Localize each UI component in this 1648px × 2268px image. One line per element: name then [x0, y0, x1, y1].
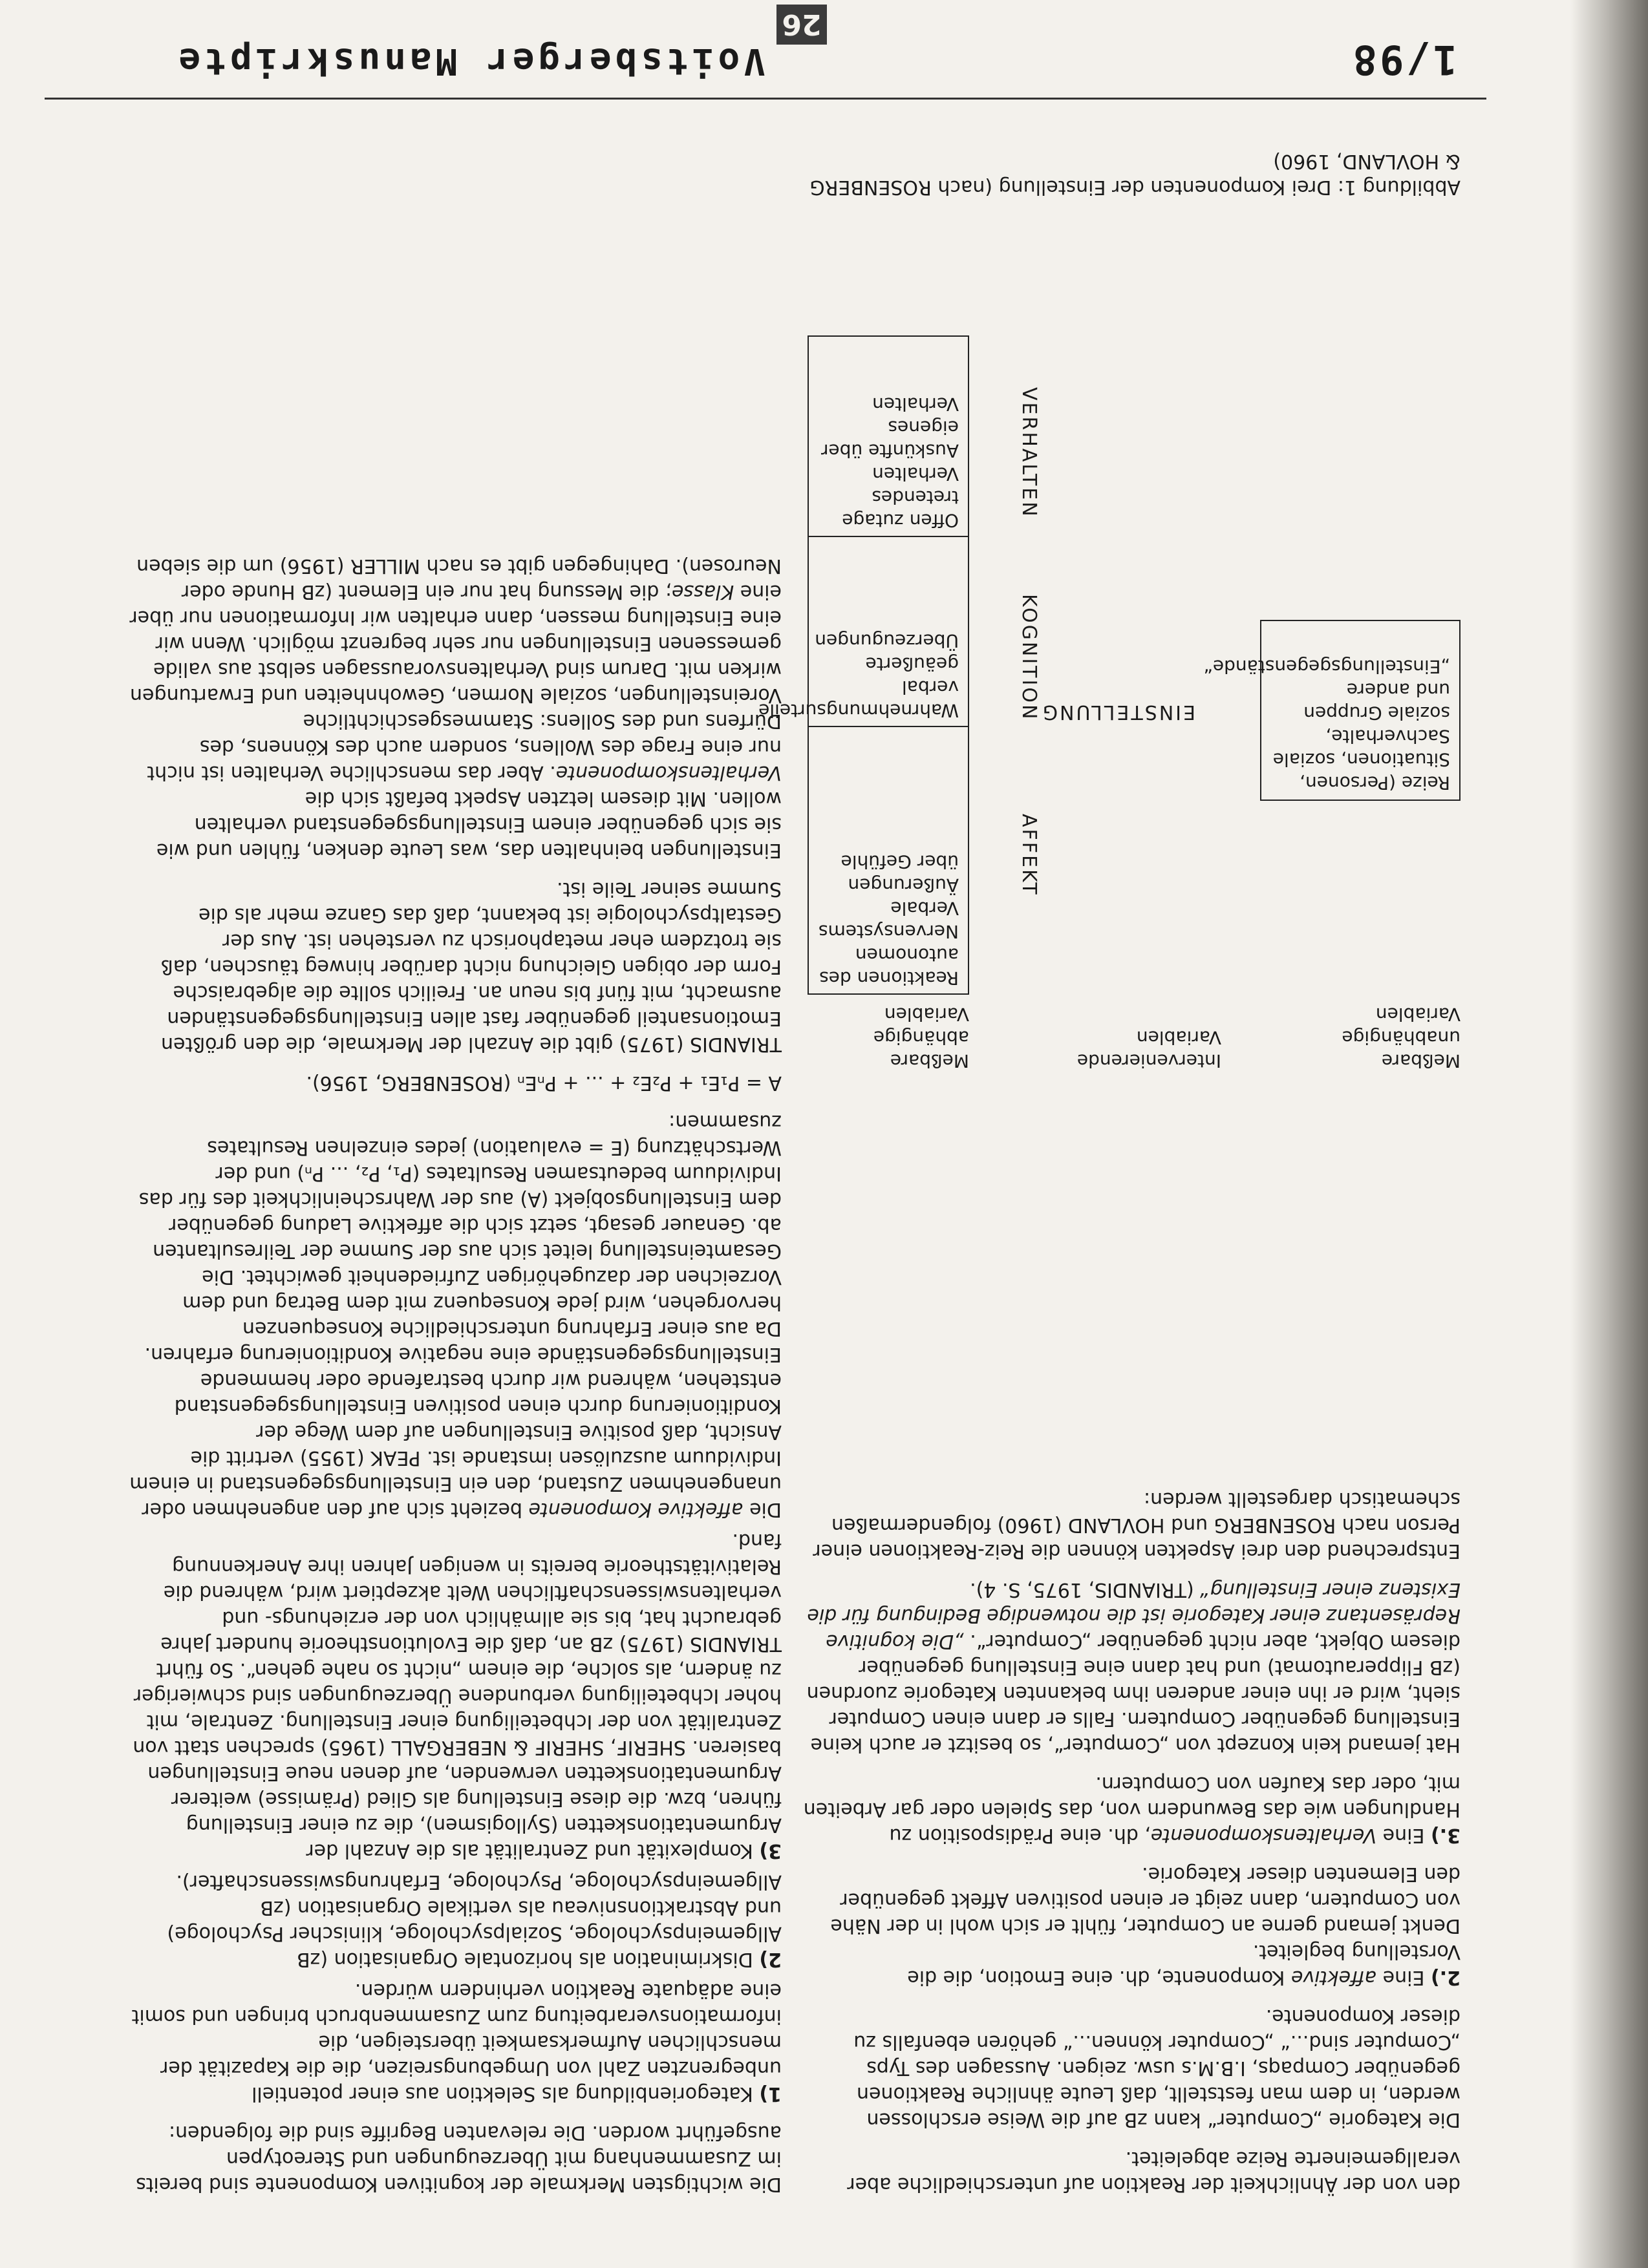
affekt-response: Reaktionen des autonomen Nervensystems Verbale Äußerungen über Gefühle [809, 726, 968, 993]
right-column [129, 540, 782, 2197]
intro-paragraph: Die wichtigsten Merkmale der kognitiven Komponente sind bereits im Zusammenhang mit Überzeugungen und Stereotypen ausgeführt worden. Die relevanten Begriffe sind die folgenden: [136, 2121, 782, 2196]
issue-number: 1/98 [1350, 36, 1457, 83]
stimulus-box: Reize (Personen, Situationen, soziale Sachverhalte, soziale Gruppen und andere „Einstellungsgegenstände“ [1260, 620, 1461, 801]
text-paragraph: den von der Ähnlichkeit der Reaktion auf unterschiedliche aber verallgemeinerte Reize abgeleitet. [847, 2147, 1461, 2196]
column-header: Meßbare abhängige Variablen [873, 1004, 969, 1072]
header-rule [45, 98, 1486, 100]
journal-title: Voitsberger Manuskripte [175, 40, 765, 82]
triandis-paragraph: TRIANDIS (1975) gibt die Anzahl der Merkmale, die den größten Emotionsanteil gegenüber fast allen Einstellungsgegenständen ausmacht, mit fünf bis neun an. Freilich sollte die algebraische Form der obigen Gleichung nicht darüber hinweg täuschen, daß sie trotzdem eher metaphorisch zu verstehen ist. Aus der Gestaltpsychologie ist bekannt, daß das Ganze mehr als die Summe seiner Teile ist. [160, 878, 782, 1055]
affect-item: 2.) Eine affektive Komponente, dh. eine Emotion, die die Vorstellung begleitet. Denkt jemand gerne an Computer, fühlt er sich wohl in der Nähe von Computern, dann zeigt er einen positiven Affekt gegenüber den Elementen dieser Kategorie. [830, 1863, 1461, 1989]
behavior-paragraph: Einstellungen beinhalten das, was Leute denken, fühlen und wie sie sich gegenüber einem Einstellungsgegenstand verhalten wollen. Mit diesem letzten Aspekt befaßt sich die Verhaltenskomponente. Aber das menschliche Verhalten ist nicht nur eine Frage des Wollens, sondern auch des Könnens, des Dürfens und des Sollens: Stammesgeschichtliche Voreinstellungen, soziale Normen, Gewohnheiten und Erwartungen wirken mit. Darum sind Verhaltensvoraussagen selbst aus valide gemessenen Einstellungen nur sehr begrenzt möglich. Wenn wir eine Einstellung messen, dann erhalten wir Informationen nur über eine Klasse; die Messung hat nur ein Element (zB Hunde oder Neurosen). Dahingegen gibt es nach MILLER (1956) um die sieben [129, 555, 782, 862]
text-paragraph: Die Kategorie „Computer“ kann zB auf die Weise erschlossen werden, in dem man feststellt, daß Leute ähnliche Reaktionen gegenüber Compaqs, I.B.M.s usw. zeigen. Aussagen des Typs „Computer sind...“ „Computer können...“ gehören ebenfalls zu dieser Komponente. [853, 2005, 1461, 2131]
affekt-label: AFFEKT [1018, 814, 1040, 896]
verhalten-label: VERHALTEN [1018, 387, 1040, 518]
einstellung-diagram [758, 232, 1461, 1072]
einstellung-label: EINSTELLUNG [1040, 701, 1195, 723]
verhalten-response: Offen zutage tretendes Verhalten Auskünfte über eigenes Verhalten [820, 394, 959, 531]
schema-paragraph: Entsprechend den drei Aspekten können die Reiz-Reaktionen einer Person nach ROSENBERG und HOVLAND (1960) folgendermaßen schematisch dargestellt werden: [813, 1488, 1461, 1562]
formula: A = P₁E₁ + P₂E₂ + ... + PₙEₙ (ROSENBERG, 1956). [306, 1072, 782, 1094]
cognitive-list [129, 1527, 782, 2106]
concept-paragraph: Hat jemand kein Konzept von „Computer“, so besitzt er auch keine Einstellung gegenüber Computern. Falls er dann einen Computer sieht, wird er ihn einer anderen ihm bekannten Kategorie zuordnen (zB Flipperautomat) und hat dann eine Einstellung gegenüber diesem Objekt, aber nicht gegenüber „Computer“. „Die kognitive Repräsentanz einer Kategorie ist die notwendige Bedingung für die Existenz einer Einstellung“ (TRIANDIS, 1975, S. 4). [806, 1578, 1461, 1756]
affect-paragraph: Die affektive Komponente bezieht sich auf den angenehmen oder unangenehmen Zustand, den ein Einstellungsgegenstand in einem Individuum auszulösen imstande ist. PEAK (1955) vertritt die Ansicht, daß positive Einstellungen auf dem Wege der Konditionierung durch einen positiven Einstellungsgegenstand entstehen, während wir durch bestrafende oder hemmende Einstellungsgegenstände eine negative Konditionierung erfahren. Da aus einer Erfahrung unterschiedliche Konsequenzen hervorgehen, wird jede Konsequenz mit dem Betrag und dem Vorzeichen der dazugehörigen Zufriedenheit gewichtet. Die Gesamteinstellung leitet sich aus der Summe der Teilresultanten ab. Genauer gesagt, setzt sich die affektive Ladung gegenüber dem Einstellungsobjekt (A) aus der Wahrscheinlichkeit des für das Individuum bedeutsamen Resultates (P₁, P₂, ... Pₙ) und der Wertschätzung (E = evaluation) jedes einzelnen Resultates zusammen: [129, 1110, 782, 1521]
behavior-item: 3.) Eine Verhaltenskomponente, dh. eine Prädisposition zu Handlungen wie das Bewundern von, das Spielen oder gar Arbeiten mit, oder das Kaufen von Computern. [803, 1772, 1461, 1847]
figure-caption: Abbildung 1: Drei Komponenten der Einstellung (nach ROSENBERG & HOVLAND, 1960) [809, 150, 1461, 198]
list-item: 2) Diskrimination als horizontale Organisation (zB Allgemeinpsychologe, Sozialpsychologe, klinischer Psychologe) und Abstraktionsniveau als vertikale Organisation (zB Allgemeinpsychologe, Psychologe, Erfahrungswissenschafter). [167, 1871, 782, 1971]
column-header: Intervenierende Variablen [1076, 1027, 1221, 1072]
left-column-top [801, 1473, 1461, 2197]
list-item: 1) Kategorienbildung als Selektion aus einer potentiell unbegrenzten Zahl von Umgebungsreizen, die die Kapazität der menschlichen Aufmerksamkeit übersteigen, die informationsverarbeitung zum Zusammenbruch bringen und somit eine adäquate Reaktion verhindern würden. [131, 1979, 782, 2105]
column-header: Meßbare unabhängige Variablen [1342, 1004, 1461, 1072]
kognition-response: Wahrnehmungsurteile verbal geäußerte Überzeugungen [809, 536, 968, 726]
kognition-label: KOGNITION [1018, 594, 1040, 721]
page-edge-shadow [1570, 0, 1648, 2268]
list-item: 3) Komplexität und Zentralität als die Anzahl der Argumentationsketten (Syllogismen), die zu einer Einstellung führen, bzw. die diese Einstellung als Glied (Prämisse) weiterer Argumentationsketten verwenden, auf denen neue Einstellungen basieren. SHERIF, SHERIF & NEBERGALL (1965) sprechen statt von Zentralität von der Ichbeteiligung einer Einstellung. Zentrale, mit hoher Ichbeteiligung verbundene Überzeugungen sind schwieriger zu ändern, als solche, die einem „nicht so nahe gehen“. So führt TRIANDIS (1975) zB an, daß die Evolutionstheorie hundert Jahre gebraucht hat, bis sie allmählich von der erziehungs- und verhaltenswissenschaftlichen Welt akzeptiert wird, während die Relativitätstheorie bereits in wenigen Jahren ihre Anerkennung fand. [133, 1529, 782, 1862]
response-column [758, 335, 969, 995]
page-number: 26 [776, 5, 827, 45]
